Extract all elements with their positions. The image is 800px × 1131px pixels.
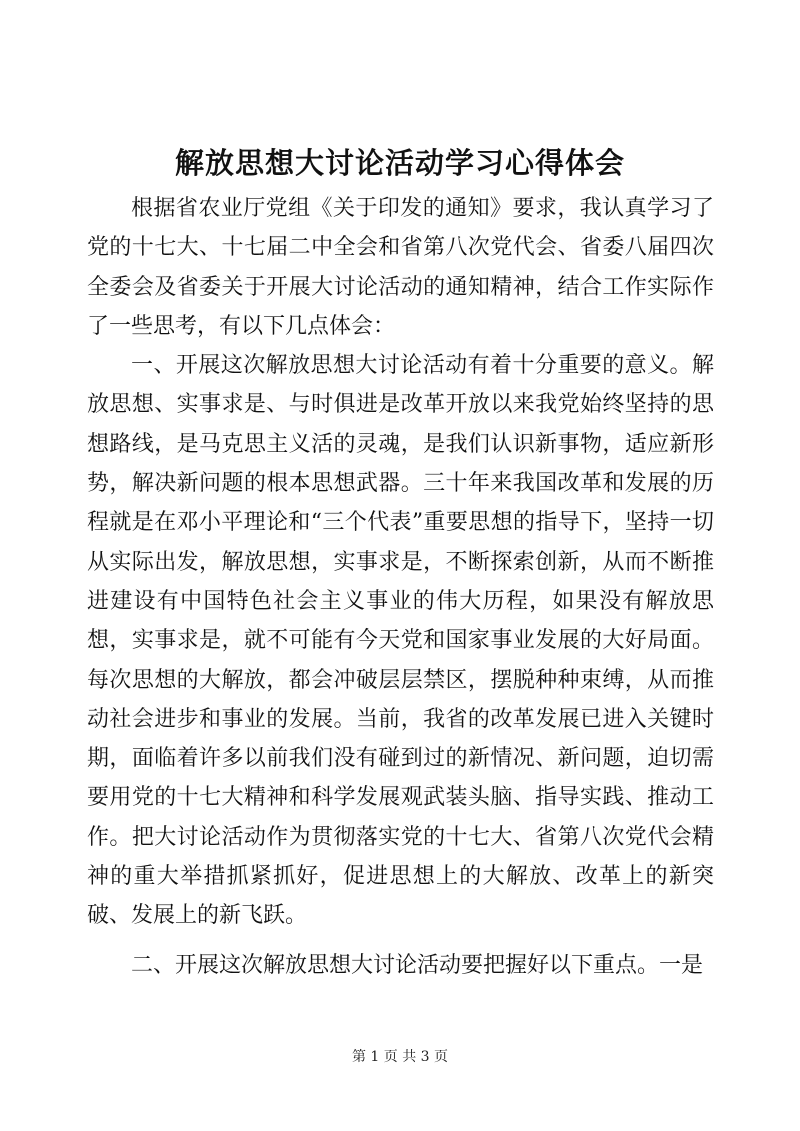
paragraph-point-two: 二、开展这次解放思想大讨论活动要把握好以下重点。一是 [131,952,704,978]
paragraph-point-one: 一、开展这次解放思想大讨论活动有着十分重要的意义。解放思想、实事求是、与时俱进是改革开放以来我党始终坚持的思想路线，是马克思主义活的灵魂，是我们认识新事物，适应新形势，解决新问题的根本思想武器。三十年来我国改革和发展的历程就是在邓小平理论和“三个代表”重要思想的指导下，坚持一切从实际出发，解放思想，实事求是，不断探索创新，从而不断推进建设有中国特色社会主义事业的伟大历程，如果没有解放思想，实事求是，就不可能有今天党和国家事业发展的大好局面。每次思想的大解放，都会冲破层层禁区，摆脱种种束缚，从而推动社会进步和事业的发展。当前，我省的改革发展已进入关键时期，面临着许多以前我们没有碰到过的新情况、新问题，迫切需要用党的十七大精神和科学发展观武装头脑、指导实践、推动工作。把大讨论活动作为贯彻落实党的十七大、省第八次党代会精神的重大举措抓紧抓好，促进思想上的大解放、改革上的新突破、发展上的新飞跃。 [87,353,714,929]
document-title: 解放思想大讨论活动学习心得体会 [174,146,625,180]
paragraph-intro: 根据省农业厅党组《关于印发的通知》要求，我认真学习了党的十七大、十七届二中全会和省第八次党代会、省委八届四次全委会及省委关于开展大讨论活动的通知精神，结合工作实际作了一些思考，有以下几点体会： [87,196,714,339]
page-number-footer: 第 1 页 共 3 页 [351,1049,449,1065]
document-body [87,189,714,985]
